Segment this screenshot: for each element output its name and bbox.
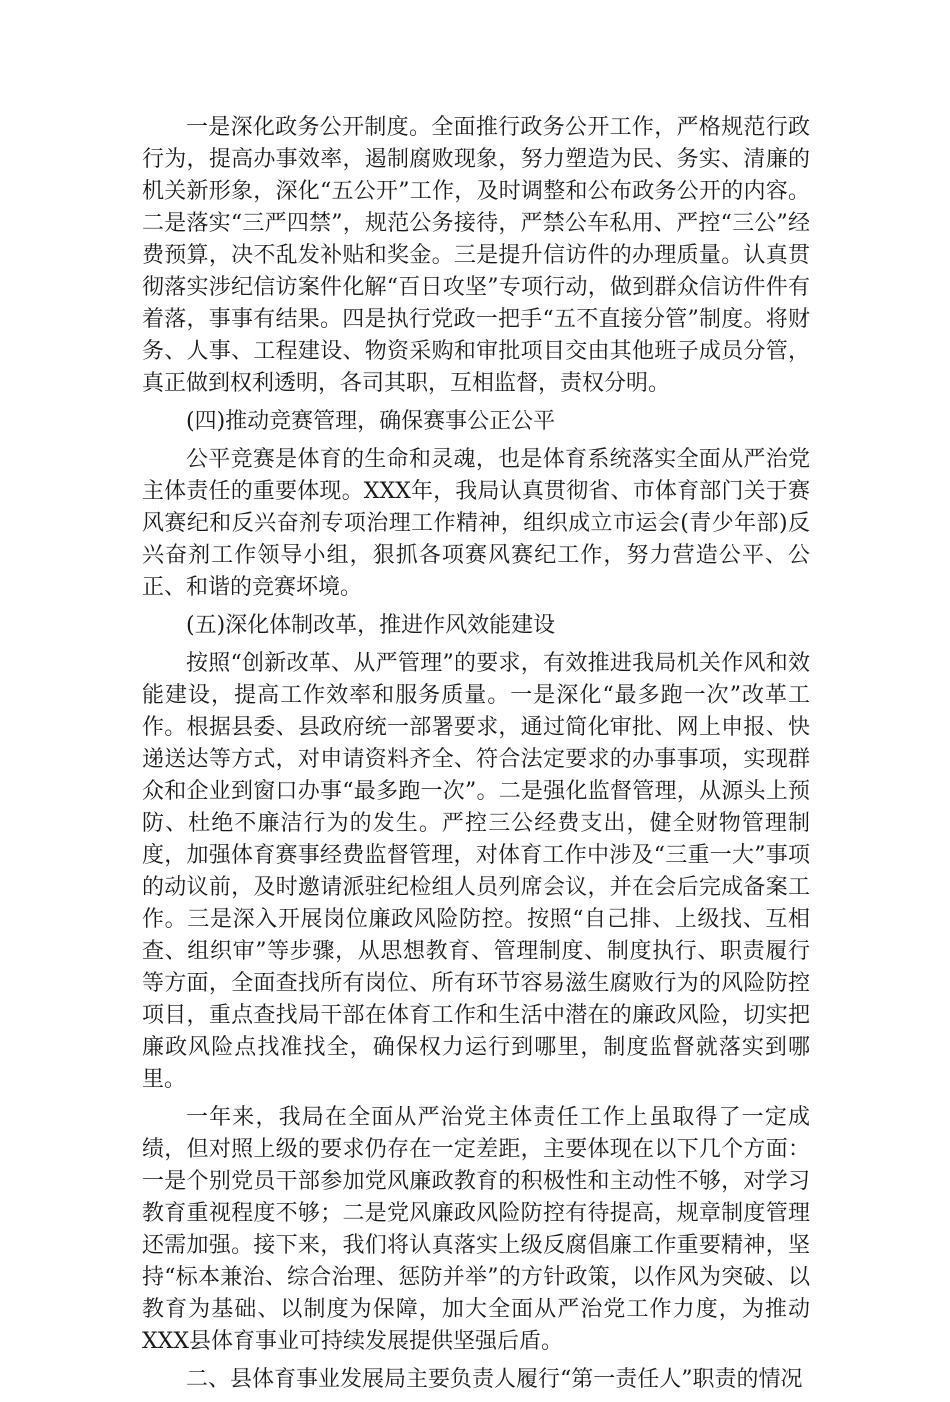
section-heading-responsibility: 二、县体育事业发展局主要负责人履行“第一责任人”职责的情况 bbox=[186, 1367, 803, 1392]
paragraph-summary: 一年来，我局在全面从严治党主体责任工作上虽取得了一定成绩，但对照上级的要求仍存在一定差距，主要体现在以下几个方面：一是个别党员干部参加党风廉政教育的积极性和主动性不够，对学习教育重视程度不够；二是党风廉政风险防控有待提高，规章制度管理还需加强。接下来，我们将认真落实上级反腐倡廉工作重要精神，坚持“标本兼治、综合治理、惩防并举”的方针政策，以作风为突破、以教育为基础、以制度为保障，加大全面从严治党工作力度，为推动XXX县体育事业可持续发展提供坚强后盾。 bbox=[142, 1105, 810, 1354]
document-page bbox=[142, 112, 810, 1402]
section-heading-reform: (五)深化体制改革，推进作风效能建设 bbox=[186, 613, 556, 638]
paragraph-transparency: 一是深化政务公开制度。全面推行政务公开工作，严格规范行政行为，提高办事效率，遏制腐败现象，努力塑造为民、务实、清廉的机关新形象，深化“五公开”工作，及时调整和公布政务公开的内容。二是落实“三严四禁”，规范公务接待，严禁公车私用、严控“三公”经费预算，决不乱发补贴和奖金。三是提升信访件的办理质量。认真贯彻落实涉纪信访案件化解“百日攻坚”专项行动，做到群众信访件件有着落，事事有结果。四是执行党政一把手“五不直接分管”制度。将财务、人事、工程建设、物资采购和审批项目交由其他班子成员分管，真正做到权利透明，各司其职，互相监督，责权分明。 bbox=[142, 115, 810, 396]
paragraph-reform: 按照“创新改革、从严管理”的要求，有效推进我局机关作风和效能建设，提高工作效率和服务质量。一是深化“最多跑一次”改革工作。根据县委、县政府统一部署要求，通过简化审批、网上申报、快递送达等方式，对申请资料齐全、符合法定要求的办事事项，实现群众和企业到窗口办事“最多跑一次”。二是强化监督管理，从源头上预防、杜绝不廉洁行为的发生。严控三公经费支出，健全财物管理制度，加强体育赛事经费监督管理，对体育工作中涉及“三重一大”事项的动议前，及时邀请派驻纪检组人员列席会议，并在会后完成备案工作。三是深入开展岗位廉政风险防控。按照“自己排、上级找、互相查、组织审”等步骤，从思想教育、管理制度、制度执行、职责履行等方面，全面查找所有岗位、所有环节容易滋生腐败行为的风险防控项目，重点查找局干部在体育工作和生活中潜在的廉政风险，切实把廉政风险点找准找全，确保权力运行到哪里，制度监督就落实到哪里。 bbox=[142, 651, 810, 1092]
paragraph-competition: 公平竞赛是体育的生命和灵魂，也是体育系统落实全面从严治党主体责任的重要体现。XXX年，我局认真贯彻省、市体育部门关于赛风赛纪和反兴奋剂专项治理工作精神，组织成立市运会(青少年部)反兴奋剂工作领导小组，狠抓各项赛风赛纪工作，努力营造公平、公正、和谐的竞赛坏境。 bbox=[142, 447, 810, 600]
section-heading-competition: (四)推动竞赛管理，确保赛事公正公平 bbox=[186, 409, 556, 434]
